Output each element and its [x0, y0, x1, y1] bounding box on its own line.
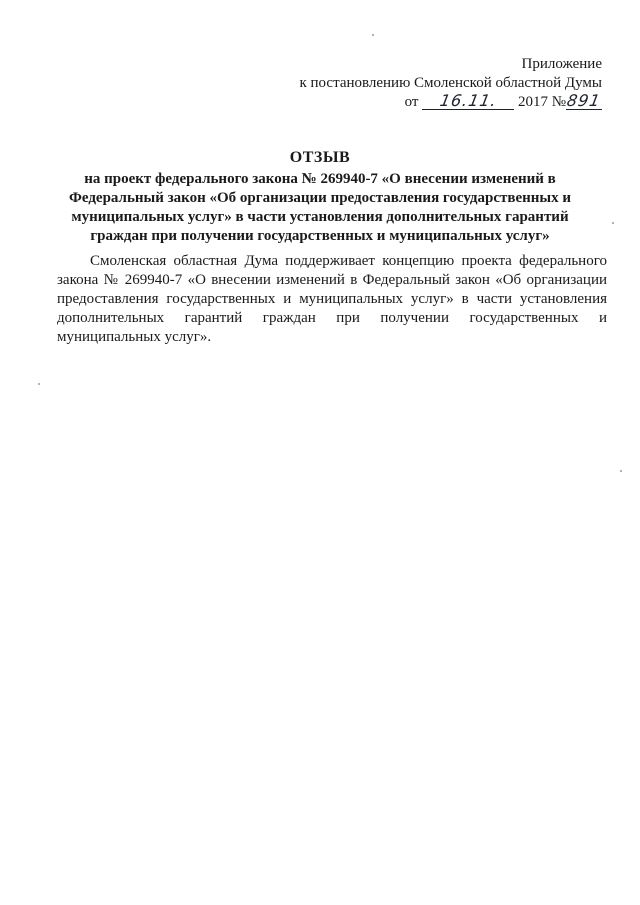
scan-speck: [612, 222, 614, 224]
appendix-label: Приложение: [521, 56, 602, 72]
scan-speck: [372, 34, 374, 36]
heading-block: [50, 148, 590, 246]
date-blank: [422, 93, 514, 110]
document-subtitle: на проект федерального закона № 269940-7 «О внесении изменений в Федеральный закон «Об организации предоставления государственных и муниципальных услуг» в части установления дополнительных гарантий граждан при получении государственных и муниципальных услуг»: [68, 171, 571, 244]
handwritten-number: 891: [565, 91, 603, 110]
appendix-block: [299, 55, 602, 112]
number-sign: №: [551, 94, 566, 110]
appendix-date-line: [299, 93, 602, 112]
number-blank: [566, 93, 602, 110]
scan-speck: [620, 470, 622, 472]
appendix-resolution: к постановлению Смоленской областной Думы: [299, 75, 602, 91]
year: 2017: [517, 94, 548, 110]
body-paragraph: Смоленская областная Дума поддерживает концепцию проекта федерального закона № 269940-7 «О внесении изменений в Федеральный закон «Об организации предоставления государственных и муниципальных услуг» в части установления дополнительных гарантий граждан при получении государственных и муниципальных услуг».: [57, 253, 607, 345]
handwritten-date: 16.11.: [438, 91, 499, 110]
date-prefix: от: [404, 94, 419, 110]
scan-speck: [38, 383, 40, 385]
document-title: ОТЗЫВ: [289, 149, 351, 166]
